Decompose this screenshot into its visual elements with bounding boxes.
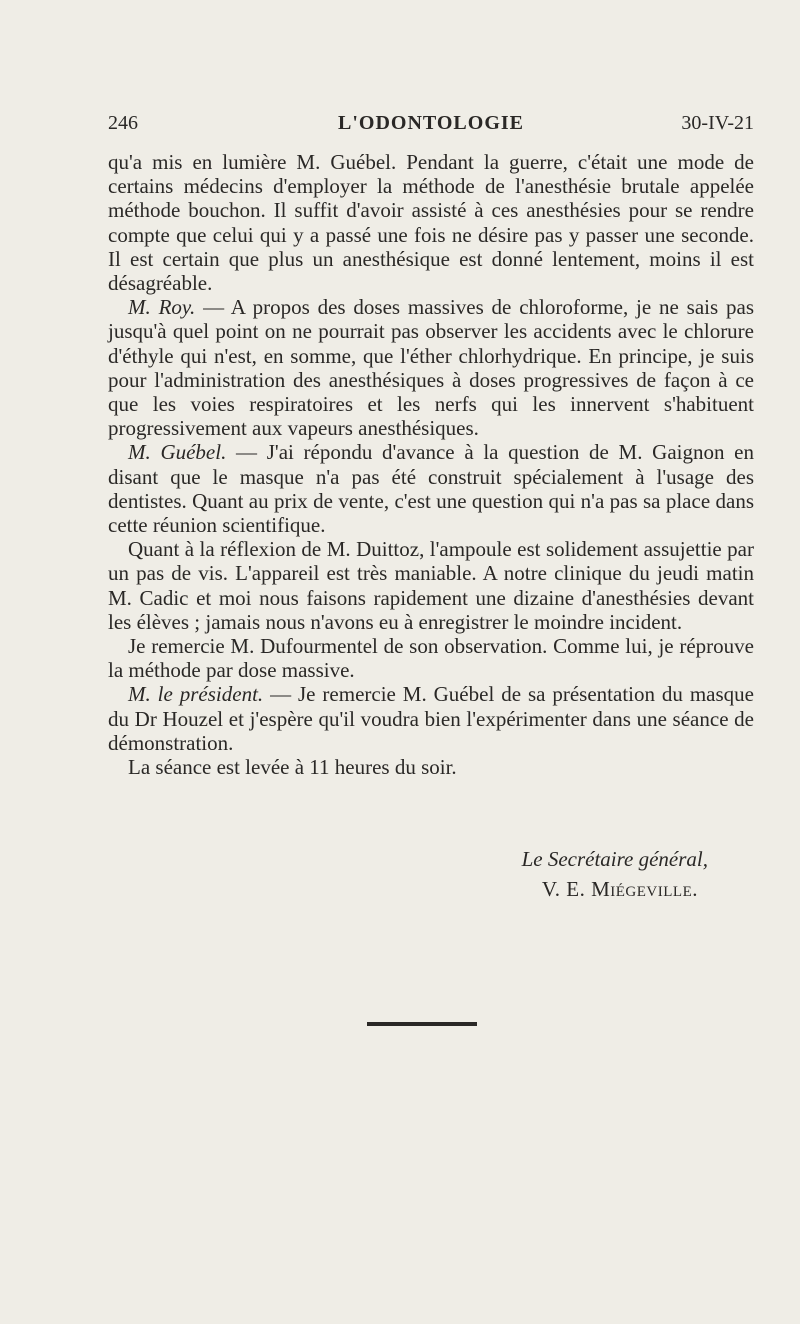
speaker-name: M. Roy. <box>128 295 196 320</box>
paragraph-text: Quant à la réflexion de M. Duittoz, l'ampoule est solidement assujettie par un pas de vis. L'appareil est très maniable. A notre clinique du jeudi matin M. Cadic et moi nous faisons rapidement une dizaine d'anesthésies devant les élèves ; jamais nous n'avons eu à enregistrer le moindre incident. <box>108 537 754 634</box>
page-number: 246 <box>108 112 138 134</box>
paragraph <box>108 150 754 295</box>
signature-name: V. E. Miégeville. <box>541 877 698 901</box>
signature-role: Le Secrétaire général, <box>521 847 708 871</box>
issue-date: 30-IV-21 <box>681 112 754 134</box>
paragraph-text: Je remercie M. Dufourmentel de son observation. Comme lui, je réprouve la méthode par dose massive. <box>108 634 754 683</box>
paragraph-text: — A propos des doses massives de chloroforme, je ne sais pas jusqu'à quel point on ne pourrait pas observer les accidents avec le chlorure d'éthyle qui n'est, en somme, que l'éther chlorhydrique. En principe, je suis pour l'administration des anesthésiques à doses progressives de façon à ce que les voies respiratoires et les nerfs qui les innervent s'habituent progressivement aux vapeurs anesthésiques. <box>108 295 754 441</box>
paragraph-text: — J'ai répondu d'avance à la question de M. Gaignon en disant que le masque n'a pas été construit spécialement à l'usage des dentistes. Quant au prix de vente, c'est une question qui n'a pas sa place dans cette réunion scientifique. <box>108 440 755 538</box>
paragraph-text: qu'a mis en lumière M. Guébel. Pendant la guerre, c'était une mode de certains médecins d'employer la méthode de l'anesthésie brutale appelée méthode bouchon. Il suffit d'avoir assisté à ces anesthésies pour se rendre compte que celui qui y a passé une fois ne désire pas y passer une seconde. Il est certain que plus un anesthésique est donné lentement, moins il est désagréable. <box>108 150 754 296</box>
paragraph-text: La séance est levée à 11 heures du soir. <box>128 755 457 780</box>
article-body <box>108 150 754 779</box>
paragraph <box>108 634 754 682</box>
paragraph <box>108 440 754 537</box>
speaker-name: M. le président. <box>128 682 264 707</box>
paragraph <box>108 295 754 440</box>
end-rule <box>367 1022 477 1026</box>
running-header <box>108 112 754 142</box>
journal-title: L'ODONTOLOGIE <box>337 112 524 134</box>
paragraph <box>108 755 754 779</box>
paragraph-text: — Je remercie M. Guébel de sa présentation du masque du Dr Houzel et j'espère qu'il voudra bien l'expérimenter dans une séance de démonstration. <box>108 682 754 755</box>
paragraph <box>108 537 754 634</box>
speaker-name: M. Guébel. <box>128 440 227 465</box>
paragraph <box>108 682 754 755</box>
